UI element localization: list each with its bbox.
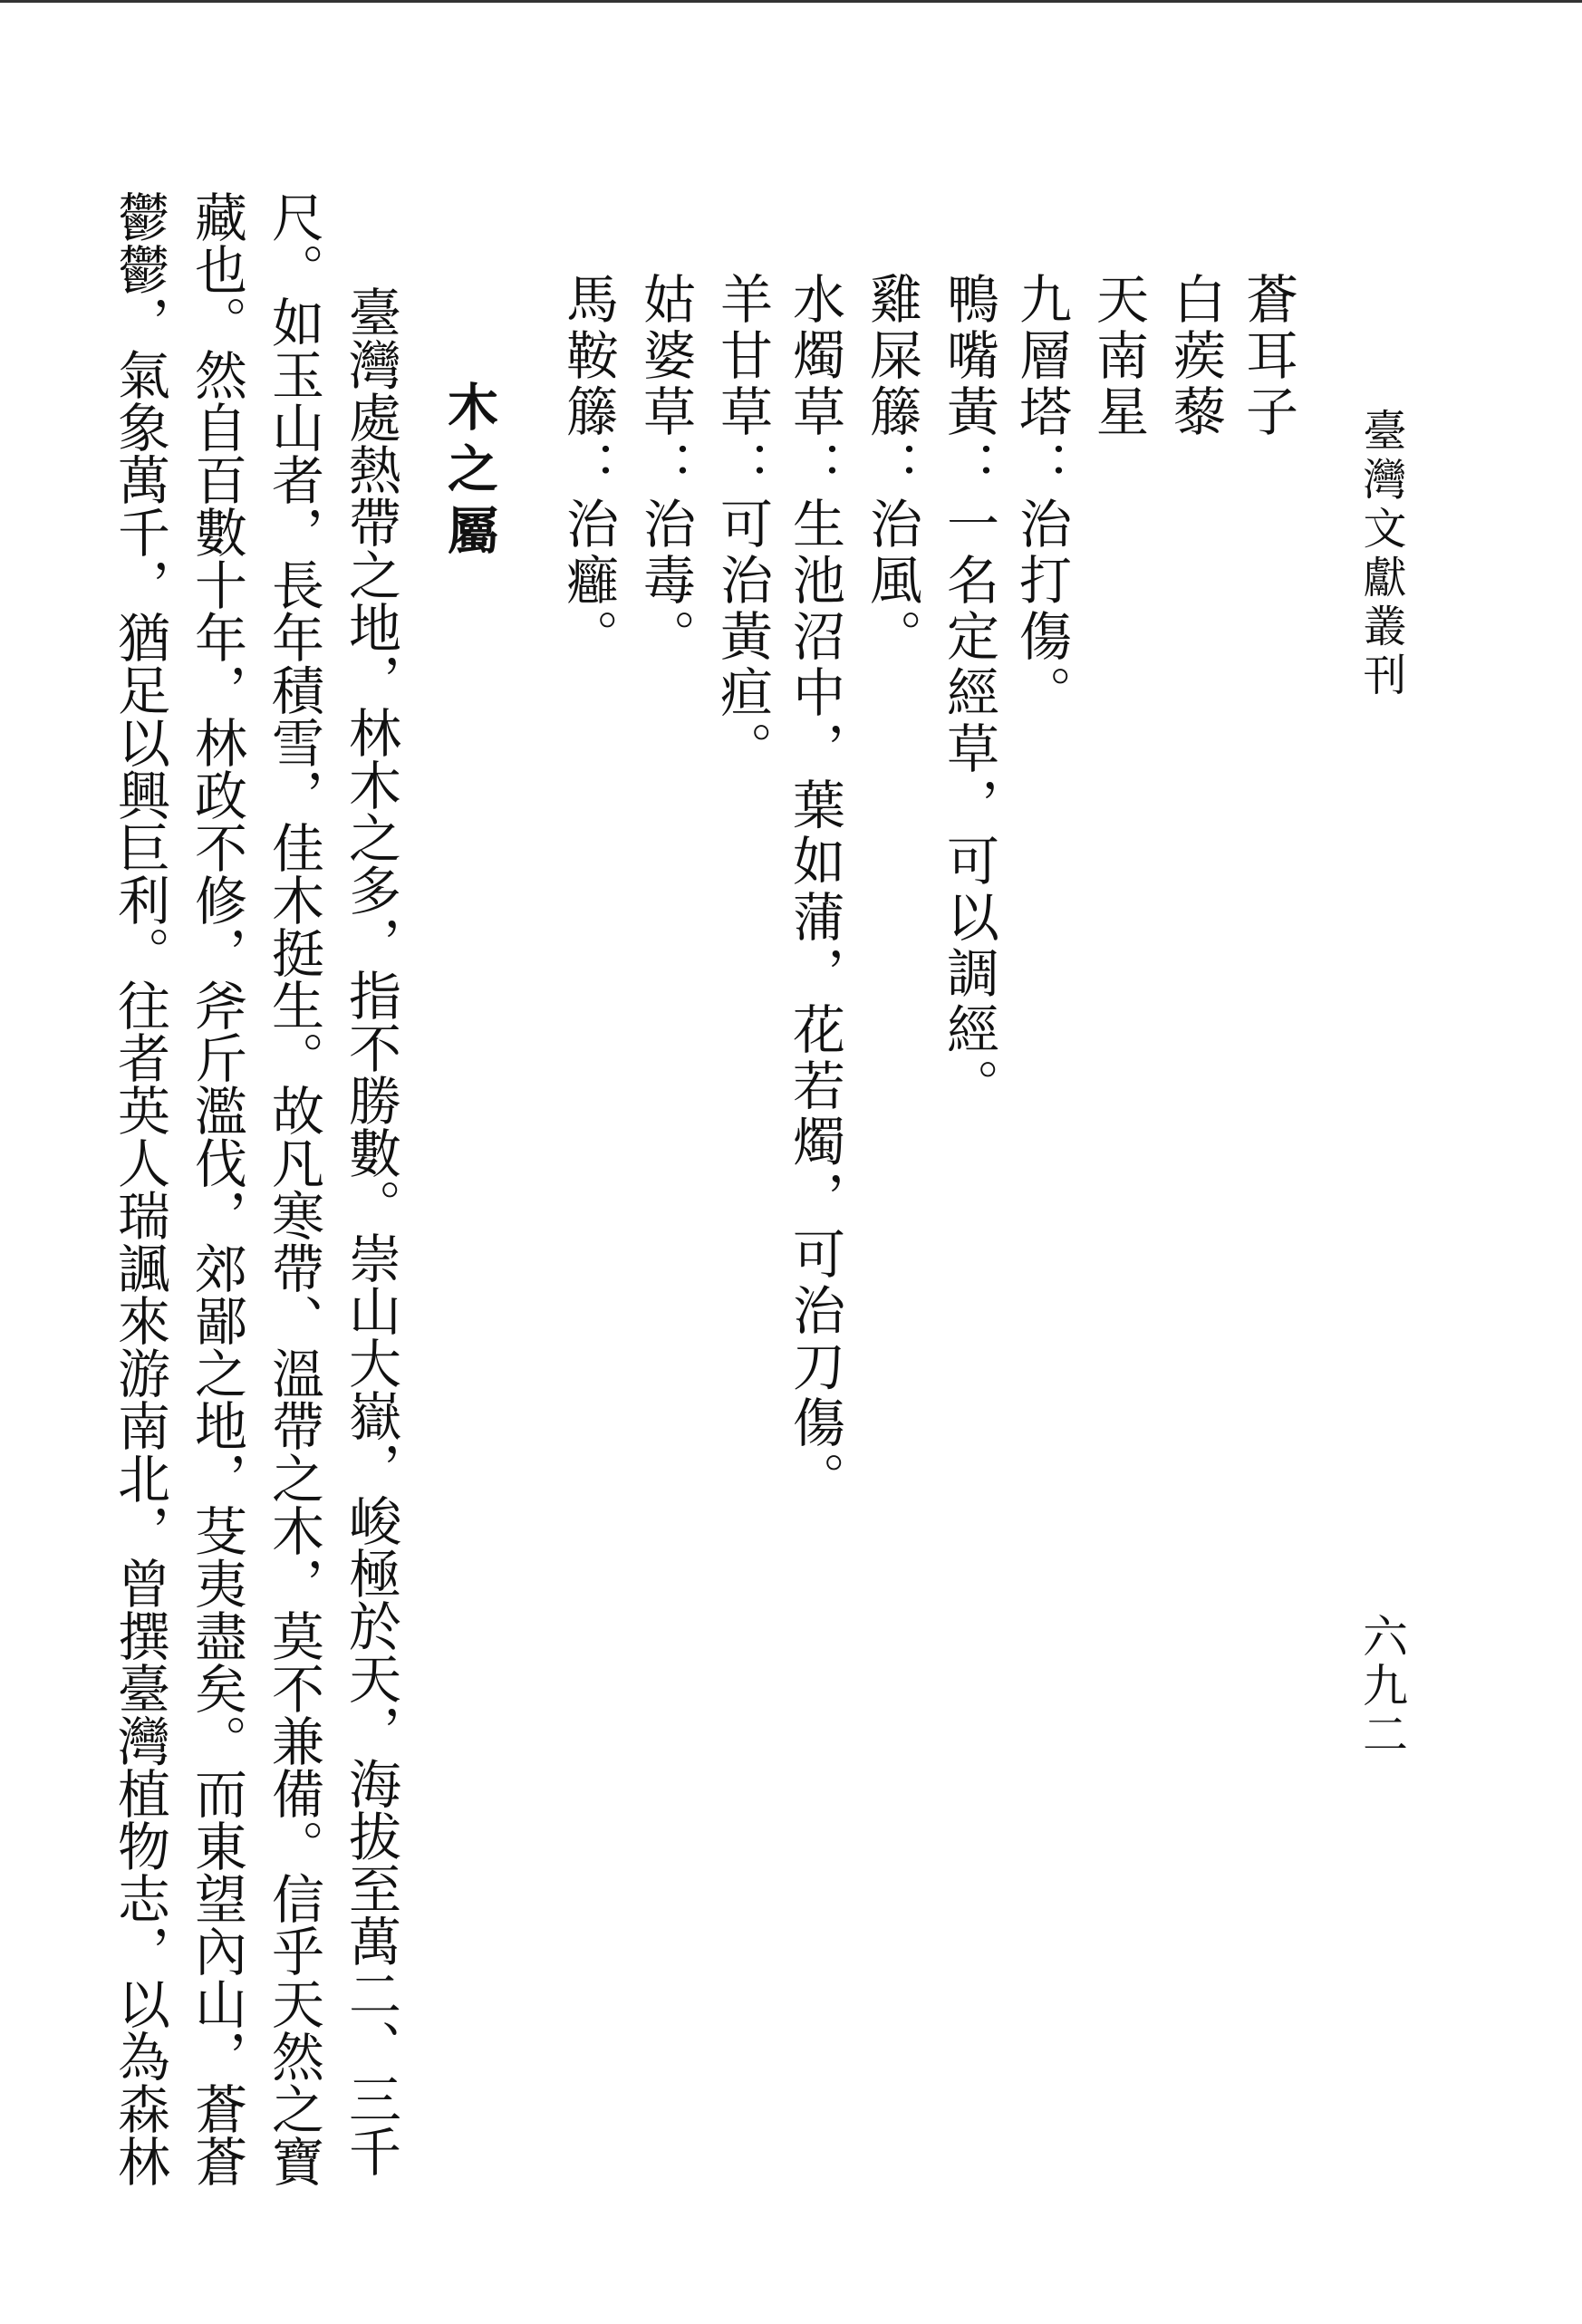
page-number: 六九二 [1355, 1613, 1408, 1760]
body-text-line: 臺灣處熱帶之地，林木之多，指不勝數。崇山大嶽，峻極於天，海拔至萬二、三千 [340, 285, 401, 2177]
body-text-line: 藏也。然自百數十年，林政不修，斧斤濫伐，郊鄙之地，芟夷盡矣。而東望內山，蒼蒼 [186, 190, 247, 2187]
herb-entry: 羊甘草：可治黃疸。 [711, 272, 773, 777]
herb-entry: 姑婆草：治毒。 [634, 272, 696, 665]
herb-entry: 馬鞍籐：治癰。 [557, 272, 619, 665]
herb-entry: 水燭草：生池沼中，葉如蒲，花若燭，可治刀傷。 [784, 272, 845, 1508]
herb-entry: 鴨嘴黃：一名定經草，可以調經。 [938, 272, 999, 1114]
section-heading: 木之屬 [439, 381, 499, 565]
body-text-line: 尺。如玉山者，長年積雪，佳木挺生。故凡寒帶、溫帶之木，莫不兼備。信乎天然之寶 [263, 190, 324, 2187]
herb-entry: 天南星 [1087, 272, 1149, 440]
herb-entry: 白蒺藜 [1164, 272, 1226, 440]
page-top-border [0, 0, 1582, 3]
body-text-line: 鬱鬱，氣象萬千，猶足以興巨利。往者英人瑞諷來游南北，曾撰臺灣植物志，以為森林 [109, 190, 170, 2187]
herb-entry: 雞屎籐：治風。 [861, 272, 922, 665]
book-title: 臺灣文獻叢刊 [1355, 408, 1406, 701]
herb-entry: 九層塔：治打傷。 [1010, 272, 1072, 721]
herb-entry: 蒼耳子 [1237, 272, 1298, 440]
